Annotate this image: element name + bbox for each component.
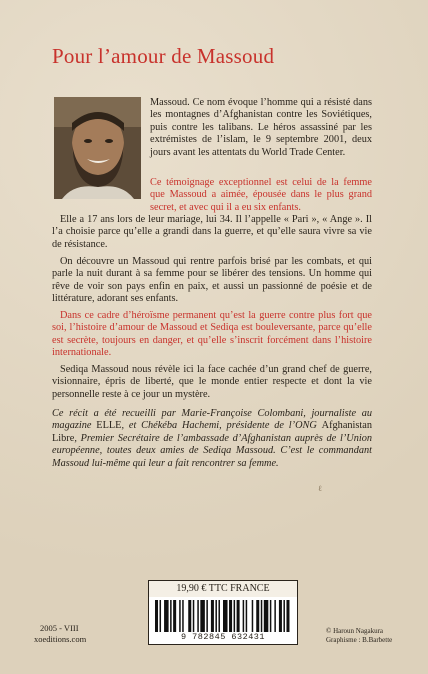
barcode-bar — [223, 600, 228, 632]
paper-mark: ℓ — [318, 484, 322, 493]
isbn-number: 9 782845 632431 — [180, 632, 265, 642]
barcode-bar — [215, 600, 217, 632]
barcode-bar — [218, 600, 220, 632]
barcode-bar — [283, 600, 285, 632]
photo-credit: © Haroun Nagakura — [326, 627, 384, 635]
barcode-bar — [206, 600, 208, 632]
design-credit: Graphisme : B.Barbette — [326, 636, 393, 644]
price-box: 19,90 € TTC FRANCE — [148, 580, 298, 598]
revelation-paragraph: Sediqa Massoud nous révèle ici la face cachée d’un grand chef de guerre, visionnaire, épris de liberté, que le monde entier respecte et dont la vie personnelle reste à ce jour un mystère. — [52, 364, 372, 400]
author-portrait — [54, 97, 141, 199]
publisher-website: xoeditions.com — [34, 634, 87, 644]
barcode-bar — [193, 600, 195, 632]
barcode-bar — [261, 600, 263, 632]
credits-text-c: , et Chékéba Hachemi, présidente de l’ONG — [121, 420, 322, 432]
barcode-bar — [179, 600, 181, 632]
barcode-bar — [160, 600, 162, 632]
barcode-bar — [270, 600, 272, 632]
magazine-name: ELLE — [96, 420, 122, 432]
credits-text-a: Ce récit a été recueilli par Marie-Françoise Colombani, journaliste au magazine — [52, 408, 372, 432]
barcode-bar — [229, 600, 232, 632]
barcode-bar — [197, 600, 199, 632]
edition-code: 2005 - VIII — [40, 623, 79, 633]
barcode-bar — [182, 600, 184, 632]
barcode-bar — [243, 600, 245, 632]
barcode-bar — [252, 600, 254, 632]
isbn-barcode — [148, 597, 298, 645]
intro-paragraph: Massoud. Ce nom évoque l’homme qui a résisté dans les montagnes d’Afghanistan contre les Soviétiques, puis contre les talibans. Le héros assassiné par les extrémistes de l’islam, le 9 septembre 2001, deux jours avant les attentats du World Trade Center. — [150, 97, 372, 158]
barcode-bar — [164, 600, 169, 632]
book-title: Pour l’amour de Massoud — [52, 44, 275, 68]
highlight-paragraph-2: Dans ce cadre d’héroïsme permanent qu’est la guerre contre plus fort que soi, l’histoire d’amour de Massoud et Sediqa est bouleversante, parce qu’elle est secrète, toujours en danger, et qu’elle s’inscrit forcément dans l’histoire internationale. — [52, 310, 372, 359]
barcode-bar — [279, 600, 282, 632]
barcode-bar — [173, 600, 176, 632]
barcode-bar — [200, 600, 205, 632]
barcode-bar — [274, 600, 276, 632]
barcode-bar — [286, 600, 289, 632]
barcode-bar — [256, 600, 259, 632]
ngo-name: Afghanistan Libre — [52, 420, 372, 444]
credits-text-e: , Premier Secrétaire de l’ambassade d’Afghanistan auprès de l’Union européenne, toutes deux amies de Sediqa Massoud. C’est le commandant Massoud lui-même qui leur a fait rencontrer sa femme. — [52, 432, 372, 469]
highlight-paragraph-1: Ce témoignage exceptionnel est celui de la femme que Massoud a aimée, épousée dans le plus grand secret, et avec qui il a eu six enfants. — [150, 177, 372, 213]
barcode-bar — [155, 600, 158, 632]
barcode-bars — [155, 600, 291, 632]
barcode-bar — [246, 600, 248, 632]
portrait-paragraph: On découvre un Massoud qui rentre parfois brisé par les combats, et qui parle la nuit durant à sa femme pour se libérer des tensions. Un homme qui rêve de voir son pays enfin en paix, et aussi un passionné de poésie et de littérature, adorant ses enfants. — [52, 256, 372, 305]
barcode-bar — [264, 600, 269, 632]
barcode-bar — [211, 600, 214, 632]
barcode-bar — [188, 600, 191, 632]
credits-paragraph — [52, 408, 372, 470]
marriage-paragraph: Elle a 17 ans lors de leur mariage, lui 34. Il l’appelle « Pari », « Ange ». Il l’a choisie parce qu’elle a grandi dans la guerre, et qu’elle saura vivre sa vie de résistance. — [52, 214, 372, 250]
barcode-bar — [237, 600, 240, 632]
portrait-image — [54, 97, 141, 199]
barcode-bar — [170, 600, 172, 632]
barcode-bar — [234, 600, 236, 632]
